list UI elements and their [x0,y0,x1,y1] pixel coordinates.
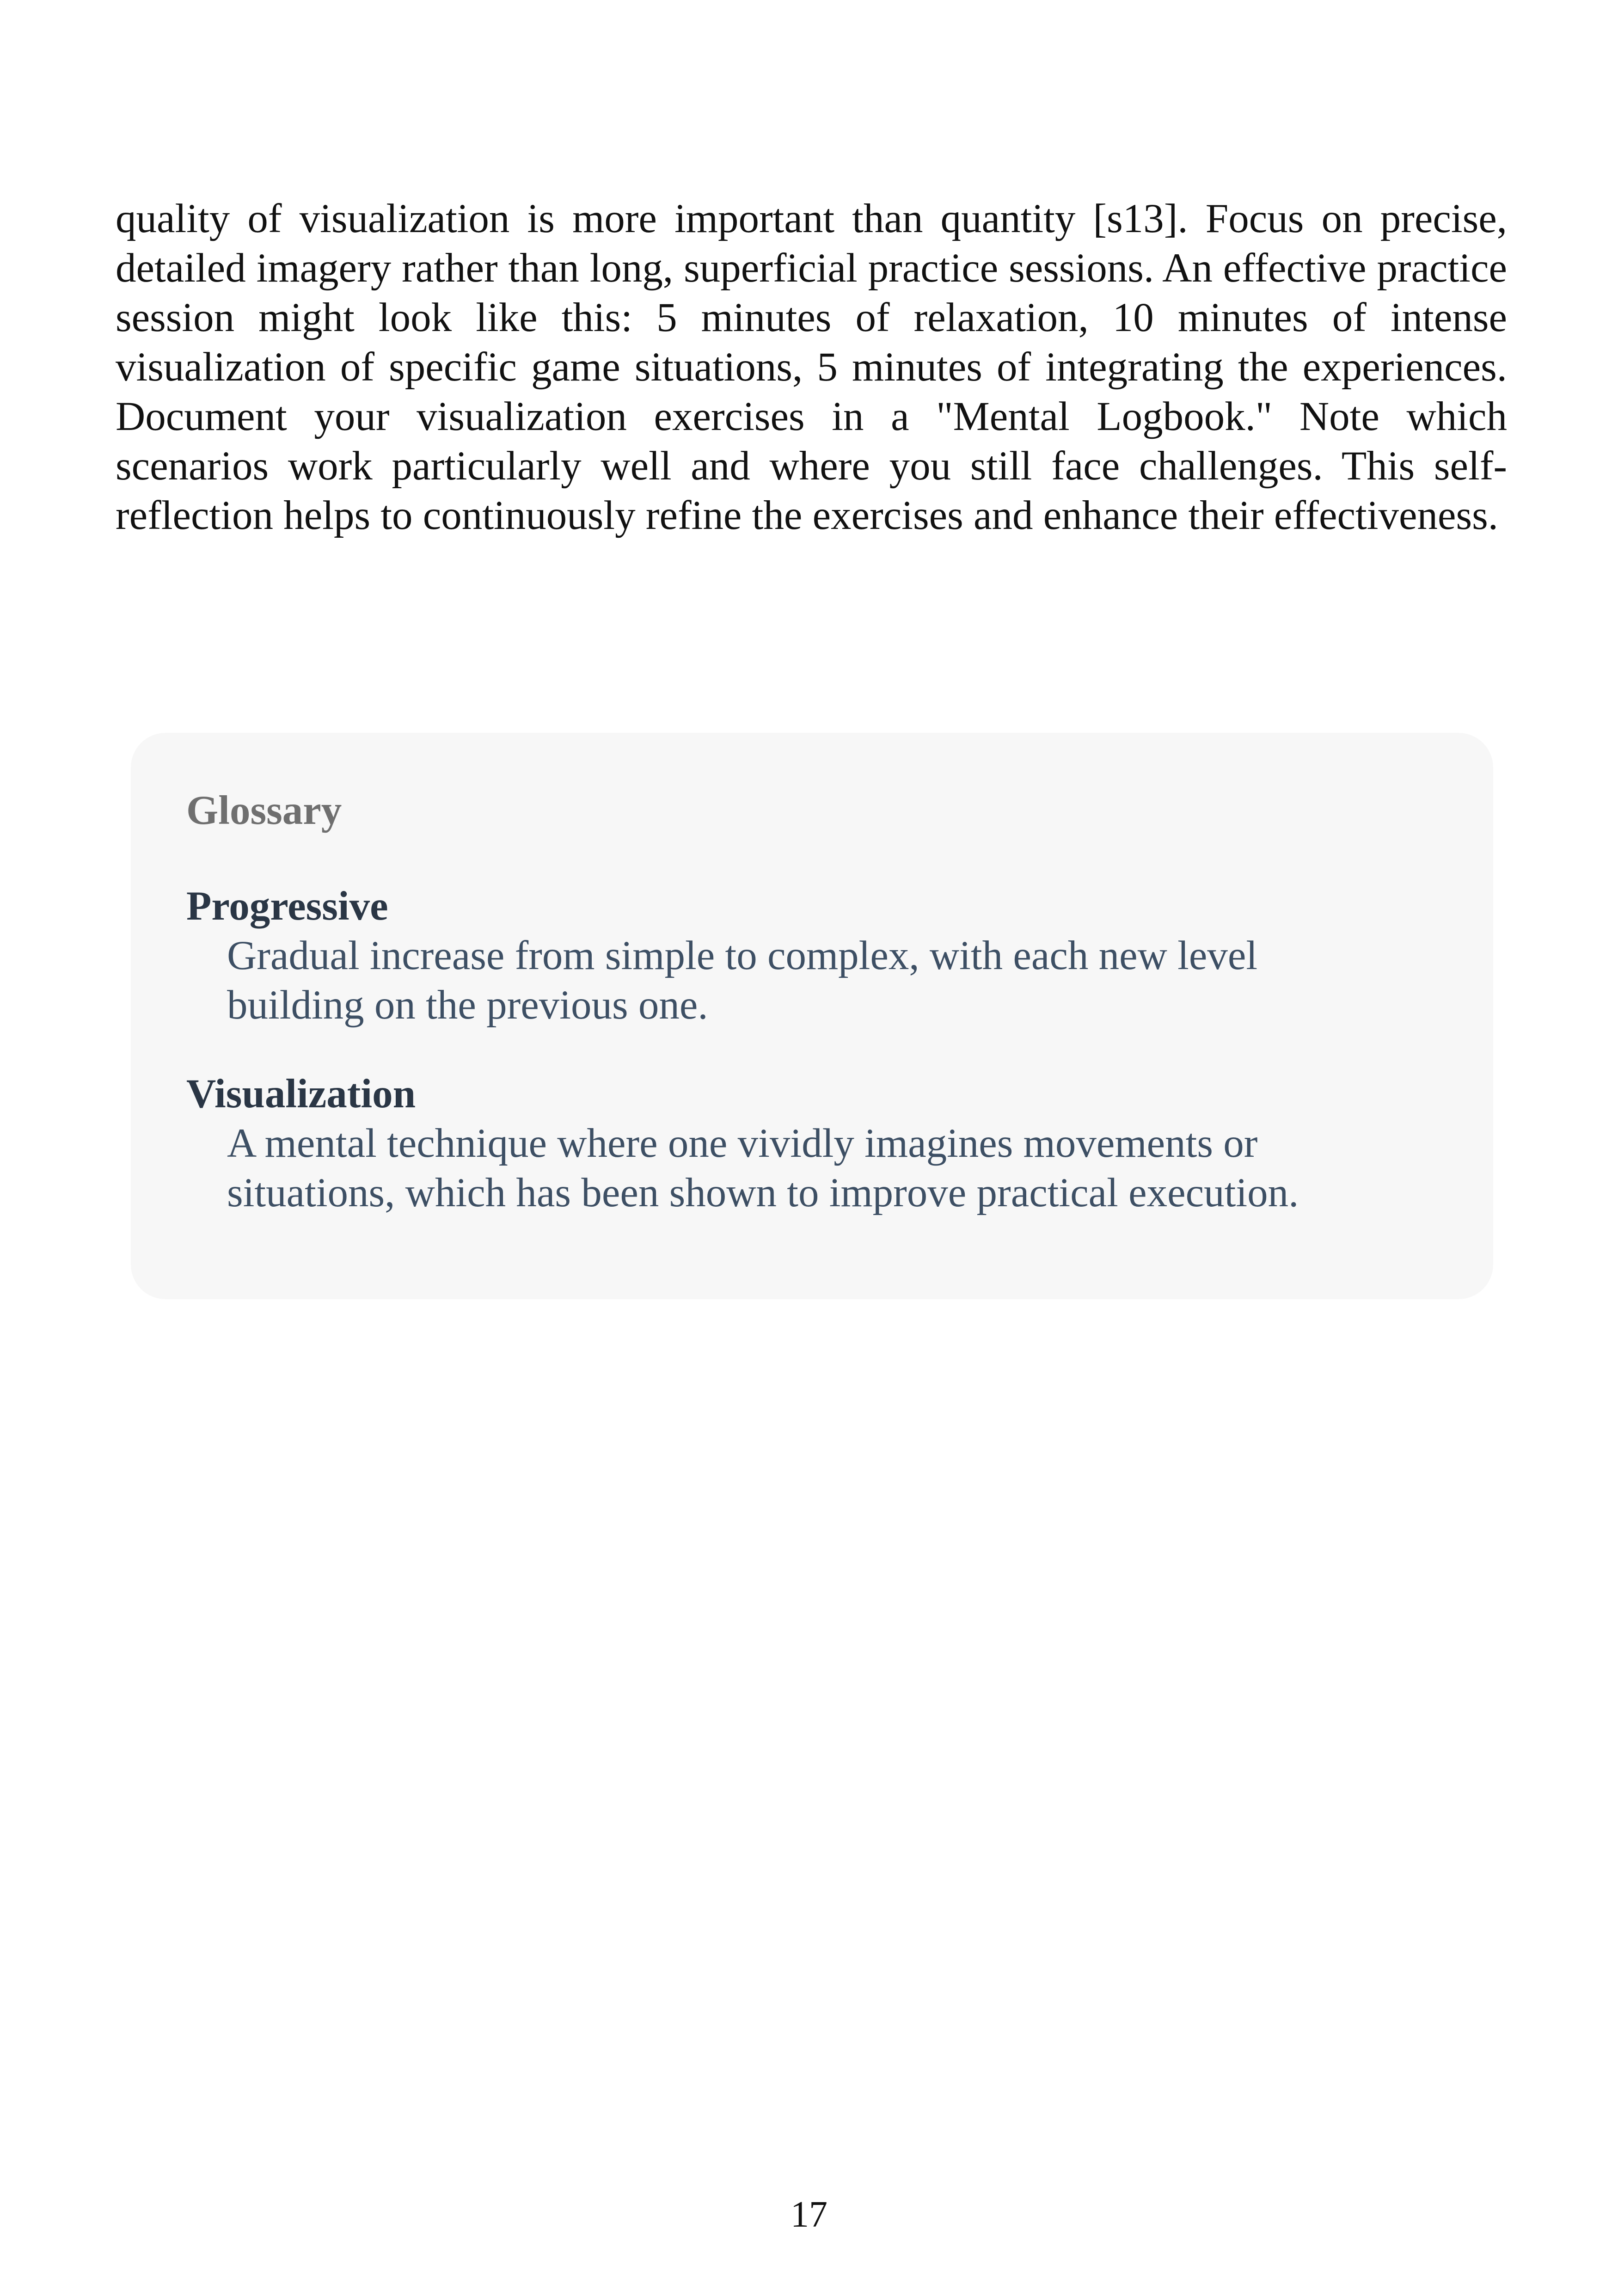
glossary-box [131,733,1493,1299]
glossary-title: Glossary [186,788,342,833]
body-paragraph: quality of visualization is more important than quantity [s13]. Focus on precise, detailed imagery rather than long, superficial practice sessions. An effective practice session might look like this: 5 minutes of relaxation, 10 minutes of intense visualization of specific game situations, 5 minutes of integrating the experiences. Document your visualization exercises in a "Mental Logbook." Note which scenarios work particularly well and where you still face challenges. This self-reflection helps to continuously refine the exercises and enhance their effectiveness. [116,196,1507,538]
glossary-definition-progressive: Gradual increase from simple to complex, with each new level building on the previous one. [227,933,1258,1028]
glossary-term-progressive: Progressive [186,884,388,929]
page-number: 17 [791,2194,827,2235]
glossary-definition-visualization: A mental technique where one vividly imagines movements or situations, which has been shown to improve practical execution. [227,1121,1299,1216]
glossary-term-visualization: Visualization [186,1071,416,1117]
glossary-list [186,882,1439,1218]
